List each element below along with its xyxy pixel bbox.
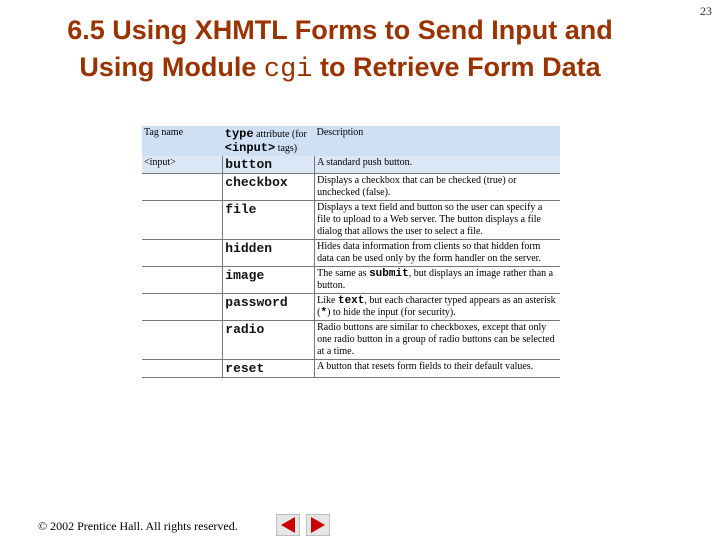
input-types-table [142,126,560,378]
left-arrow-icon [276,514,300,536]
cell-tag [142,174,223,201]
table-row-reset [142,360,560,378]
copyright-symbol: © [38,519,48,533]
cell-tag: <input> [142,156,223,174]
cell-type: password [223,294,315,321]
cell-desc: Displays a text field and button so the user can specify a file to upload to a Web server. The button displays a file dialog that allows the user to select a file. [315,201,560,240]
cell-tag [142,267,223,294]
cell-type: file [223,201,315,240]
header-type-kw: type [224,127,254,141]
cell-tag [142,360,223,378]
inline-code: * [320,307,328,319]
copyright-footer [38,519,238,534]
right-arrow-icon [306,514,330,536]
cell-type: button [223,156,315,174]
header-input-kw: <input> [224,141,276,155]
title-line-1: 6.5 Using XHMTL Forms to Send Input and [67,15,613,45]
inline-code: submit [369,268,409,280]
header-input-text: tags) [275,143,298,154]
cell-type: image [223,267,315,294]
cell-type: checkbox [223,174,315,201]
title-line-2-post: to Retrieve Form Data [312,52,601,82]
table-row-checkbox [142,174,560,201]
header-type-attribute [223,126,315,156]
cell-desc: A button that resets form fields to their default values. [315,360,560,378]
header-tag-name: Tag name [142,126,223,156]
cell-type: radio [223,321,315,360]
cell-tag [142,240,223,267]
inline-code: text [337,295,365,307]
cell-desc: Like text, but each character typed appears as an asterisk (*) to hide the input (for security). [315,294,560,321]
cell-tag [142,294,223,321]
header-description: Description [315,126,560,156]
cell-desc: Displays a checkbox that can be checked (true) or unchecked (false). [315,174,560,201]
table-row-button [142,156,560,174]
table-row-image [142,267,560,294]
page-number: 23 [700,4,712,18]
table-row-password [142,294,560,321]
title-line-2-pre: Using Module [79,52,264,82]
copyright-text: 2002 Prentice Hall. All rights reserved. [47,519,238,533]
cell-desc: The same as submit, but displays an image rather than a button. [315,267,560,294]
cell-tag [142,201,223,240]
cell-desc: Hides data information from clients so that hidden form data can be used only by the form handler on the server. [315,240,560,267]
cell-desc: Radio buttons are similar to checkboxes, except that only one radio button in a group of radio buttons can be selected at a time. [315,321,560,360]
cell-type: hidden [223,240,315,267]
cell-desc: A standard push button. [315,156,560,174]
table-header-row [142,126,560,156]
title-code: cgi [263,55,313,85]
table-row-file [142,201,560,240]
title-line-2 [20,49,660,89]
header-type-text: attribute (for [253,129,307,140]
next-slide-button[interactable] [306,514,330,536]
slide-title [20,12,660,89]
cell-tag [142,321,223,360]
cell-type: reset [223,360,315,378]
table-row-radio [142,321,560,360]
previous-slide-button[interactable] [276,514,300,536]
table-row-hidden [142,240,560,267]
